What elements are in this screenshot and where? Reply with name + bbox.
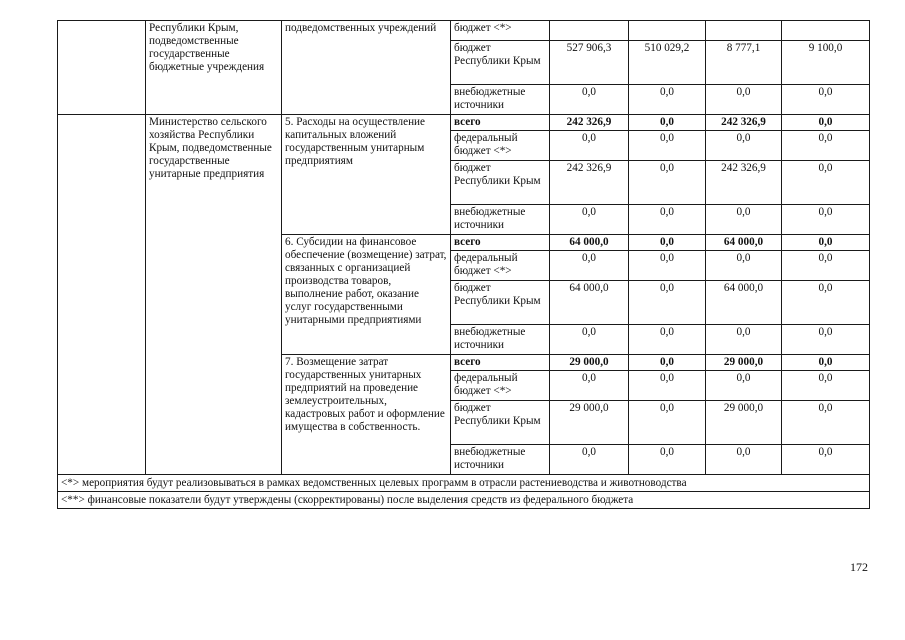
value-cell: 242 326,9	[550, 115, 629, 131]
value-cell: 29 000,0	[706, 401, 782, 445]
value-cell: 8 777,1	[706, 41, 782, 85]
value-cell	[782, 21, 870, 41]
page-number: 172	[850, 560, 868, 574]
row-number-cell	[58, 21, 146, 115]
value-cell: 0,0	[629, 161, 706, 205]
value-cell: 0,0	[629, 115, 706, 131]
value-cell: 0,0	[550, 251, 629, 281]
value-cell	[550, 21, 629, 41]
value-cell: 9 100,0	[782, 41, 870, 85]
measure-cell: 6. Субсидии на финансовое обеспечение (возмещение) затрат, связанных с организацией производства товаров, выполнение работ, оказание услуг государственными унитарными предприятиями	[282, 235, 451, 355]
value-cell: 0,0	[629, 355, 706, 371]
footnote-1: <*> мероприятия будут реализовываться в рамках ведомственных целевых программ в отрасли растениеводства и животноводства	[58, 475, 870, 492]
source-cell: бюджет Республики Крым	[451, 41, 550, 85]
table-row	[58, 21, 870, 41]
value-cell: 0,0	[782, 161, 870, 205]
value-cell: 0,0	[706, 85, 782, 115]
value-cell: 0,0	[782, 371, 870, 401]
value-cell: 0,0	[550, 371, 629, 401]
table-row	[58, 115, 870, 131]
value-cell: 0,0	[629, 235, 706, 251]
value-cell: 29 000,0	[550, 401, 629, 445]
value-cell: 0,0	[782, 85, 870, 115]
value-cell: 0,0	[782, 325, 870, 355]
source-cell: бюджет <*>	[451, 21, 550, 41]
source-cell: всего	[451, 235, 550, 251]
source-cell: внебюджетные источники	[451, 325, 550, 355]
value-cell: 0,0	[629, 401, 706, 445]
source-cell: бюджет Республики Крым	[451, 281, 550, 325]
source-cell: внебюджетные источники	[451, 85, 550, 115]
value-cell: 0,0	[629, 85, 706, 115]
value-cell: 0,0	[782, 115, 870, 131]
source-cell: федеральный бюджет <*>	[451, 251, 550, 281]
value-cell: 0,0	[782, 401, 870, 445]
value-cell: 242 326,9	[706, 161, 782, 205]
value-cell: 510 029,2	[629, 41, 706, 85]
value-cell: 242 326,9	[550, 161, 629, 205]
value-cell: 0,0	[629, 131, 706, 161]
value-cell: 0,0	[782, 235, 870, 251]
value-cell: 64 000,0	[706, 281, 782, 325]
value-cell: 29 000,0	[706, 355, 782, 371]
value-cell: 0,0	[782, 445, 870, 475]
value-cell: 527 906,3	[550, 41, 629, 85]
value-cell: 64 000,0	[706, 235, 782, 251]
source-cell: внебюджетные источники	[451, 445, 550, 475]
value-cell: 0,0	[706, 251, 782, 281]
footnote-row	[58, 492, 870, 509]
source-cell: всего	[451, 355, 550, 371]
source-cell: бюджет Республики Крым	[451, 161, 550, 205]
value-cell: 0,0	[706, 205, 782, 235]
value-cell: 0,0	[629, 205, 706, 235]
measure-cell: 5. Расходы на осуществление капитальных вложений государственным унитарным предприятиям	[282, 115, 451, 235]
org-cell: Министерство сельского хозяйства Республики Крым, подведомственные государственные унитарные предприятия	[146, 115, 282, 475]
value-cell: 64 000,0	[550, 281, 629, 325]
value-cell: 0,0	[550, 325, 629, 355]
value-cell: 0,0	[782, 131, 870, 161]
value-cell: 0,0	[706, 371, 782, 401]
value-cell: 64 000,0	[550, 235, 629, 251]
org-cell: Республики Крым, подведомственные государственные бюджетные учреждения	[146, 21, 282, 115]
value-cell: 0,0	[550, 85, 629, 115]
row-number-cell	[58, 115, 146, 475]
value-cell: 0,0	[629, 371, 706, 401]
value-cell: 0,0	[629, 281, 706, 325]
source-cell: внебюджетные источники	[451, 205, 550, 235]
budget-table	[57, 20, 870, 509]
value-cell: 0,0	[706, 131, 782, 161]
value-cell: 0,0	[550, 445, 629, 475]
value-cell: 0,0	[782, 281, 870, 325]
measure-cell: 7. Возмещение затрат государственных унитарных предприятий на проведение землеустроительных, кадастровых работ и оформление имущества в собственность.	[282, 355, 451, 475]
value-cell: 0,0	[782, 205, 870, 235]
value-cell: 0,0	[782, 355, 870, 371]
value-cell: 0,0	[629, 445, 706, 475]
value-cell: 242 326,9	[706, 115, 782, 131]
footnote-2: <**> финансовые показатели будут утверждены (скорректированы) после выделения средств из федерального бюджета	[58, 492, 870, 509]
source-cell: бюджет Республики Крым	[451, 401, 550, 445]
source-cell: всего	[451, 115, 550, 131]
value-cell: 0,0	[706, 445, 782, 475]
source-cell: федеральный бюджет <*>	[451, 131, 550, 161]
value-cell: 29 000,0	[550, 355, 629, 371]
value-cell: 0,0	[629, 325, 706, 355]
value-cell: 0,0	[550, 131, 629, 161]
source-cell: федеральный бюджет <*>	[451, 371, 550, 401]
value-cell: 0,0	[782, 251, 870, 281]
value-cell	[629, 21, 706, 41]
footnote-row	[58, 475, 870, 492]
value-cell	[706, 21, 782, 41]
value-cell: 0,0	[706, 325, 782, 355]
value-cell: 0,0	[550, 205, 629, 235]
value-cell: 0,0	[629, 251, 706, 281]
measure-cell: подведомственных учреждений	[282, 21, 451, 115]
